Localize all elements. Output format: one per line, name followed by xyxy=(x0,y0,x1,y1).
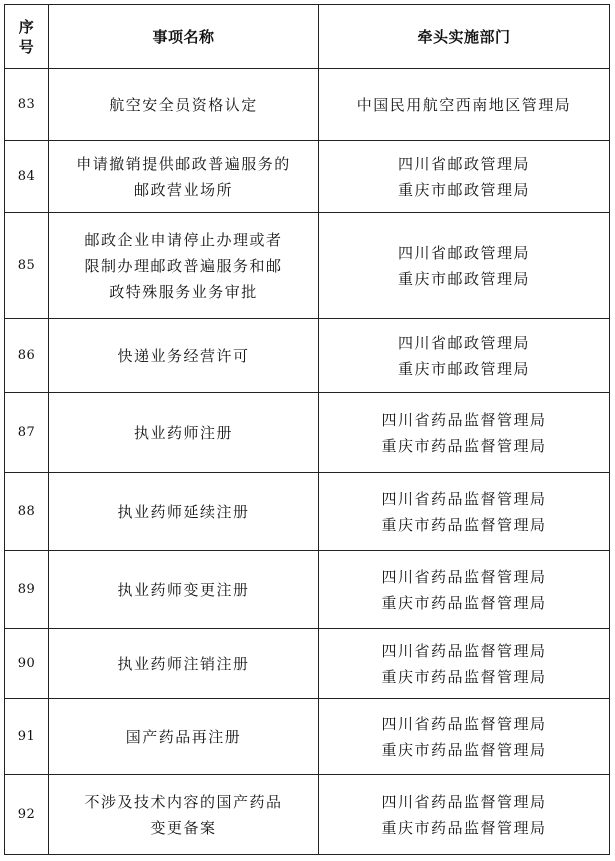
department-line: 四川省邮政管理局 xyxy=(397,154,530,173)
header-number-line2: 号 xyxy=(18,37,35,56)
row-number: 92 xyxy=(5,775,49,855)
item-name-line: 变更备案 xyxy=(150,818,217,837)
row-number: 90 xyxy=(5,629,49,699)
row-number: 86 xyxy=(5,319,49,393)
department xyxy=(319,551,610,629)
table-header-row xyxy=(5,5,610,69)
item-name xyxy=(49,473,319,551)
table-row xyxy=(5,319,610,393)
item-name xyxy=(49,551,319,629)
department xyxy=(319,699,610,775)
department xyxy=(319,629,610,699)
department-line: 四川省药品监督管理局 xyxy=(381,410,547,429)
item-name-line: 执业药师注册 xyxy=(133,423,233,442)
department xyxy=(319,69,610,141)
header-department: 牵头实施部门 xyxy=(319,5,610,69)
department-line: 重庆市邮政管理局 xyxy=(397,359,530,378)
item-name xyxy=(49,775,319,855)
item-name xyxy=(49,213,319,319)
table-row xyxy=(5,141,610,213)
item-name-line: 执业药师注销注册 xyxy=(117,654,250,673)
table-row xyxy=(5,473,610,551)
table-row xyxy=(5,393,610,473)
item-name-line: 邮政营业场所 xyxy=(133,180,233,199)
department-line: 四川省邮政管理局 xyxy=(397,333,530,352)
table-row xyxy=(5,775,610,855)
row-number: 83 xyxy=(5,69,49,141)
item-name-line: 国产药品再注册 xyxy=(125,727,242,746)
row-number: 84 xyxy=(5,141,49,213)
item-name xyxy=(49,393,319,473)
department xyxy=(319,473,610,551)
department-line: 四川省药品监督管理局 xyxy=(381,792,547,811)
department-line: 重庆市药品监督管理局 xyxy=(381,436,547,455)
item-name-line: 不涉及技术内容的国产药品 xyxy=(84,792,283,811)
item-name-line: 执业药师延续注册 xyxy=(117,502,250,521)
row-number: 88 xyxy=(5,473,49,551)
header-number xyxy=(5,5,49,69)
header-item-name: 事项名称 xyxy=(49,5,319,69)
department-line: 四川省药品监督管理局 xyxy=(381,714,547,733)
table-row xyxy=(5,551,610,629)
department-line: 四川省药品监督管理局 xyxy=(381,641,547,660)
header-number-line1: 序 xyxy=(18,17,35,36)
item-name-line: 执业药师变更注册 xyxy=(117,580,250,599)
department xyxy=(319,393,610,473)
item-name-line: 政特殊服务业务审批 xyxy=(109,282,258,301)
department-line: 重庆市药品监督管理局 xyxy=(381,818,547,837)
table-row xyxy=(5,69,610,141)
item-name-line: 申请撤销提供邮政普遍服务的 xyxy=(76,154,291,173)
item-name-line: 邮政企业申请停止办理或者 xyxy=(84,230,283,249)
row-number: 87 xyxy=(5,393,49,473)
department xyxy=(319,141,610,213)
items-table xyxy=(4,4,610,855)
table-row xyxy=(5,213,610,319)
item-name xyxy=(49,69,319,141)
table-row xyxy=(5,699,610,775)
department-line: 重庆市药品监督管理局 xyxy=(381,740,547,759)
item-name-line: 限制办理邮政普遍服务和邮 xyxy=(84,256,283,275)
department-line: 中国民用航空西南地区管理局 xyxy=(356,95,572,114)
department-line: 重庆市药品监督管理局 xyxy=(381,667,547,686)
department-line: 四川省药品监督管理局 xyxy=(381,567,547,586)
row-number: 85 xyxy=(5,213,49,319)
department-line: 重庆市邮政管理局 xyxy=(397,180,530,199)
department-line: 四川省邮政管理局 xyxy=(397,243,530,262)
item-name-line: 快递业务经营许可 xyxy=(117,346,250,365)
department-line: 四川省药品监督管理局 xyxy=(381,489,547,508)
department-line: 重庆市药品监督管理局 xyxy=(381,515,547,534)
table-row xyxy=(5,629,610,699)
row-number: 91 xyxy=(5,699,49,775)
row-number: 89 xyxy=(5,551,49,629)
department-line: 重庆市药品监督管理局 xyxy=(381,593,547,612)
department xyxy=(319,775,610,855)
item-name xyxy=(49,319,319,393)
department xyxy=(319,319,610,393)
department xyxy=(319,213,610,319)
item-name xyxy=(49,141,319,213)
item-name-line: 航空安全员资格认定 xyxy=(109,95,258,114)
department-line: 重庆市邮政管理局 xyxy=(397,269,530,288)
item-name xyxy=(49,699,319,775)
item-name xyxy=(49,629,319,699)
